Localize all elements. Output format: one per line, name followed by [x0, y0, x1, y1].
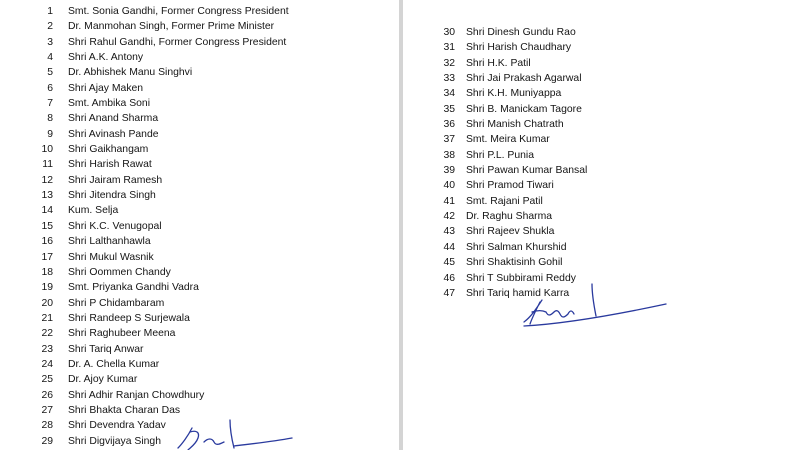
member-name: Smt. Ambika Soni — [68, 98, 151, 110]
member-name: Shri Avinash Pande — [68, 128, 159, 140]
item-number: 46 — [443, 272, 455, 284]
item-number: 18 — [41, 266, 53, 278]
member-name: Shri Jairam Ramesh — [68, 174, 163, 186]
member-name: Shri P Chidambaram — [68, 297, 165, 309]
item-number: 7 — [47, 98, 53, 110]
item-number: 5 — [47, 67, 53, 79]
member-name: Shri Dinesh Gundu Rao — [466, 27, 576, 38]
member-name: Shri Jai Prakash Agarwal — [466, 73, 582, 85]
member-name: Smt. Priyanka Gandhi Vadra — [68, 282, 199, 294]
member-name: Shri K.H. Muniyappa — [466, 88, 562, 100]
member-name: Shri Gaikhangam — [68, 144, 149, 156]
item-number: 17 — [41, 251, 53, 263]
item-number: 24 — [41, 358, 53, 370]
member-name: Shri Harish Rawat — [68, 159, 152, 171]
member-name: Smt. Sonia Gandhi, Former Congress President — [68, 6, 289, 17]
item-number: 37 — [443, 134, 455, 146]
item-number: 36 — [443, 119, 455, 131]
member-name: Shri A.K. Antony — [68, 52, 144, 64]
member-name: Shri Mukul Wasnik — [68, 251, 154, 263]
item-number: 2 — [47, 21, 53, 33]
item-number: 42 — [443, 211, 455, 223]
member-name: Shri Ajay Maken — [68, 82, 144, 94]
item-number: 28 — [41, 420, 53, 432]
item-number: 39 — [443, 165, 455, 177]
member-name: Shri B. Manickam Tagore — [466, 103, 582, 115]
item-number: 47 — [443, 287, 455, 299]
item-number: 1 — [47, 6, 53, 17]
right-page — [403, 0, 800, 450]
member-name: Dr. Manmohan Singh, Former Prime Minister — [68, 21, 275, 33]
member-name: Shri Randeep S Surjewala — [68, 312, 190, 324]
item-number: 13 — [41, 190, 53, 202]
item-number: 9 — [47, 128, 53, 140]
item-number: 12 — [41, 174, 53, 186]
member-name: Shri Raghubeer Meena — [68, 328, 176, 340]
member-name: Shri Shaktisinh Gohil — [466, 257, 563, 269]
member-name: Shri Anand Sharma — [68, 113, 159, 125]
item-number: 35 — [443, 103, 455, 115]
item-number: 45 — [443, 257, 455, 269]
item-number: 11 — [42, 159, 53, 171]
signature-bottom — [170, 418, 295, 450]
member-name: Shri Salman Khurshid — [466, 241, 567, 253]
member-name: Shri Adhir Ranjan Chowdhury — [68, 389, 205, 401]
item-number: 15 — [41, 220, 53, 232]
member-name: Dr. Abhishek Manu Singhvi — [68, 67, 193, 79]
item-number: 22 — [41, 328, 53, 340]
item-number: 32 — [443, 57, 455, 69]
left-page — [0, 0, 399, 450]
item-number: 40 — [443, 180, 455, 192]
item-number: 41 — [443, 195, 455, 207]
member-name: Shri K.C. Venugopal — [68, 220, 162, 232]
item-number: 31 — [443, 42, 455, 54]
member-name: Shri Rajeev Shukla — [466, 226, 555, 238]
item-number: 25 — [41, 374, 53, 386]
item-number: 20 — [41, 297, 53, 309]
member-name: Shri Lalthanhawla — [68, 236, 151, 248]
item-number: 33 — [443, 73, 455, 85]
item-number: 38 — [443, 149, 455, 161]
item-number: 23 — [41, 343, 53, 355]
member-name: Shri Manish Chatrath — [466, 119, 564, 131]
item-number: 8 — [47, 113, 53, 125]
item-number: 27 — [41, 404, 53, 416]
member-name: Shri Bhakta Charan Das — [68, 404, 181, 416]
item-number: 30 — [443, 27, 455, 38]
member-name: Shri Pramod Tiwari — [466, 180, 554, 192]
item-number: 26 — [41, 389, 53, 401]
member-name: Shri H.K. Patil — [466, 57, 531, 69]
member-name: Shri Jitendra Singh — [68, 190, 156, 202]
member-name: Smt. Rajani Patil — [466, 195, 543, 207]
item-number: 44 — [443, 241, 455, 253]
member-name: Shri Tariq Anwar — [68, 343, 144, 355]
member-name: Shri Digvijaya Singh — [68, 435, 161, 447]
item-number: 16 — [41, 236, 53, 248]
member-name: Shri T Subbirami Reddy — [466, 272, 576, 284]
member-name: Shri Tariq hamid Karra — [466, 287, 570, 299]
member-name: Shri Devendra Yadav — [68, 420, 166, 432]
member-name: Shri Oommen Chandy — [68, 266, 171, 278]
member-name: Dr. Ajoy Kumar — [68, 374, 138, 386]
item-number: 3 — [47, 36, 53, 48]
item-number: 43 — [443, 226, 455, 238]
item-number: 29 — [41, 435, 53, 447]
item-number: 6 — [47, 82, 53, 94]
item-number: 21 — [41, 312, 53, 324]
member-name: Dr. A. Chella Kumar — [68, 358, 160, 370]
item-number: 34 — [443, 88, 455, 100]
member-name: Shri Pawan Kumar Bansal — [466, 165, 588, 177]
member-name: Shri Harish Chaudhary — [466, 42, 572, 54]
member-name: Dr. Raghu Sharma — [466, 211, 553, 223]
item-number: 14 — [41, 205, 53, 217]
member-name: Shri Rahul Gandhi, Former Congress President — [68, 36, 287, 48]
item-number: 19 — [41, 282, 53, 294]
member-name: Smt. Meira Kumar — [466, 134, 550, 146]
member-name: Shri P.L. Punia — [466, 149, 534, 161]
item-number: 4 — [47, 52, 53, 64]
item-number: 10 — [41, 144, 53, 156]
member-name: Kum. Selja — [68, 205, 119, 217]
